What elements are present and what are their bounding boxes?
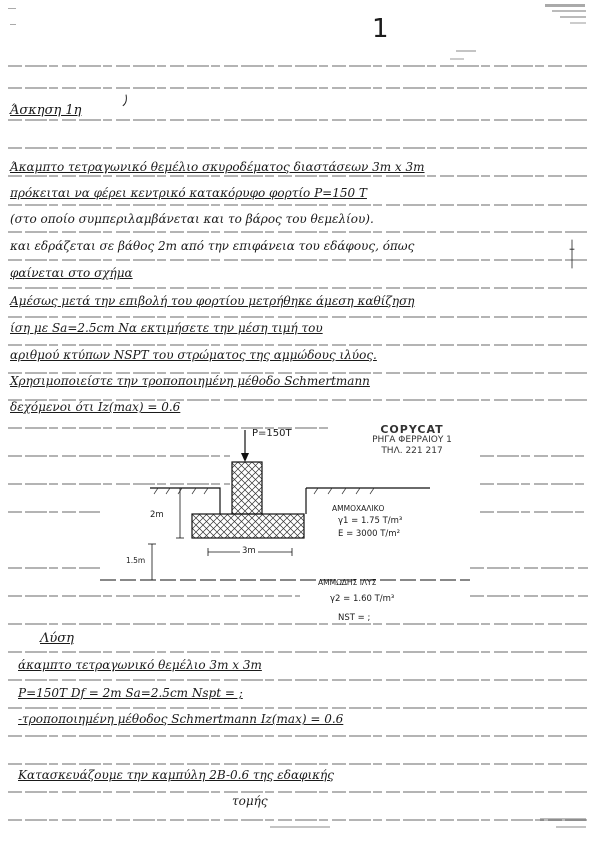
problem-line-6: Αμέσως μετά την επιβολή του φορτίου μετρήθηκε άμεση καθίζηση bbox=[10, 294, 415, 308]
problem-line-8: αριθμού κτύπων NSPT του στρώματος της αμμώδους ιλύος. bbox=[10, 348, 377, 362]
problem-line-4: και εδράζεται σε βάθος 2m από την επιφάνεια του εδάφους, όπως bbox=[10, 239, 415, 253]
problem-line-10: δεχόμενοι ότι Iz(max) = 0.6 bbox=[10, 400, 181, 414]
solution-heading: Λύση bbox=[40, 631, 74, 646]
problem-line-9: Χρησιμοποιείστε την τροποποιημένη μέθοδο Schmertmann bbox=[10, 374, 370, 388]
solution-line-3: -τροποποιημένη μέθοδος Schmertmann Iz(max) = 0.6 bbox=[18, 712, 344, 726]
layer2-gamma: γ2 = 1.60 T/m³ bbox=[330, 594, 395, 604]
stamp-line-3: ΤΗΛ. 221 217 bbox=[381, 446, 443, 456]
problem-line-5: φαίνεται στο σχήμα bbox=[10, 266, 133, 280]
depth-label: 2m bbox=[150, 510, 164, 520]
solution-line-2: P=150T Df = 2m Sa=2.5cm Nspt = ; bbox=[18, 686, 243, 700]
layer2-name: ΑΜΜΩΔΗΣ ΙΛΥΣ bbox=[318, 578, 377, 587]
exercise-title: Άσκηση 1η bbox=[10, 103, 82, 118]
problem-line-1: Άκαμπτο τετραγωνικό θεμέλιο σκυροδέματος διαστάσεων 3m x 3m bbox=[10, 160, 425, 174]
stamp-line-1: COPYCAT bbox=[380, 423, 444, 436]
thickness-label: 1.5m bbox=[126, 556, 146, 565]
solution-line-4: Κατασκευάζουμε την καμπύλη 2B-0.6 της εδαφικής bbox=[18, 768, 334, 782]
solution-line-1: άκαμπτο τετραγωνικό θεμέλιο 3m x 3m bbox=[18, 658, 262, 672]
layer1-name: ΑΜΜΟΧΑΛΙΚΟ bbox=[332, 504, 385, 513]
problem-line-3: (στο οποίο συμπεριλαμβάνεται και το βάρος του θεμελίου). bbox=[10, 212, 374, 226]
width-label: 3m bbox=[242, 546, 256, 556]
page-number: 1 bbox=[372, 14, 389, 44]
load-label: P=150T bbox=[252, 428, 292, 439]
stamp-line-2: ΡΗΓΑ ΦΕΡΡΑΙΟΥ 1 bbox=[372, 435, 452, 445]
solution-line-5: τομής bbox=[232, 794, 268, 808]
problem-line-7: ίση με Sa=2.5cm Να εκτιμήσετε την μέση τιμή του bbox=[10, 321, 323, 335]
layer1-gamma: γ1 = 1.75 T/m³ bbox=[338, 516, 403, 526]
layer2-nspt: NST = ; bbox=[338, 613, 371, 623]
problem-line-2: πρόκειται να φέρει κεντρικό κατακόρυφο φορτίο P=150 T bbox=[10, 186, 367, 200]
layer1-modulus: E = 3000 T/m² bbox=[338, 529, 400, 539]
copy-shop-stamp bbox=[352, 424, 472, 457]
